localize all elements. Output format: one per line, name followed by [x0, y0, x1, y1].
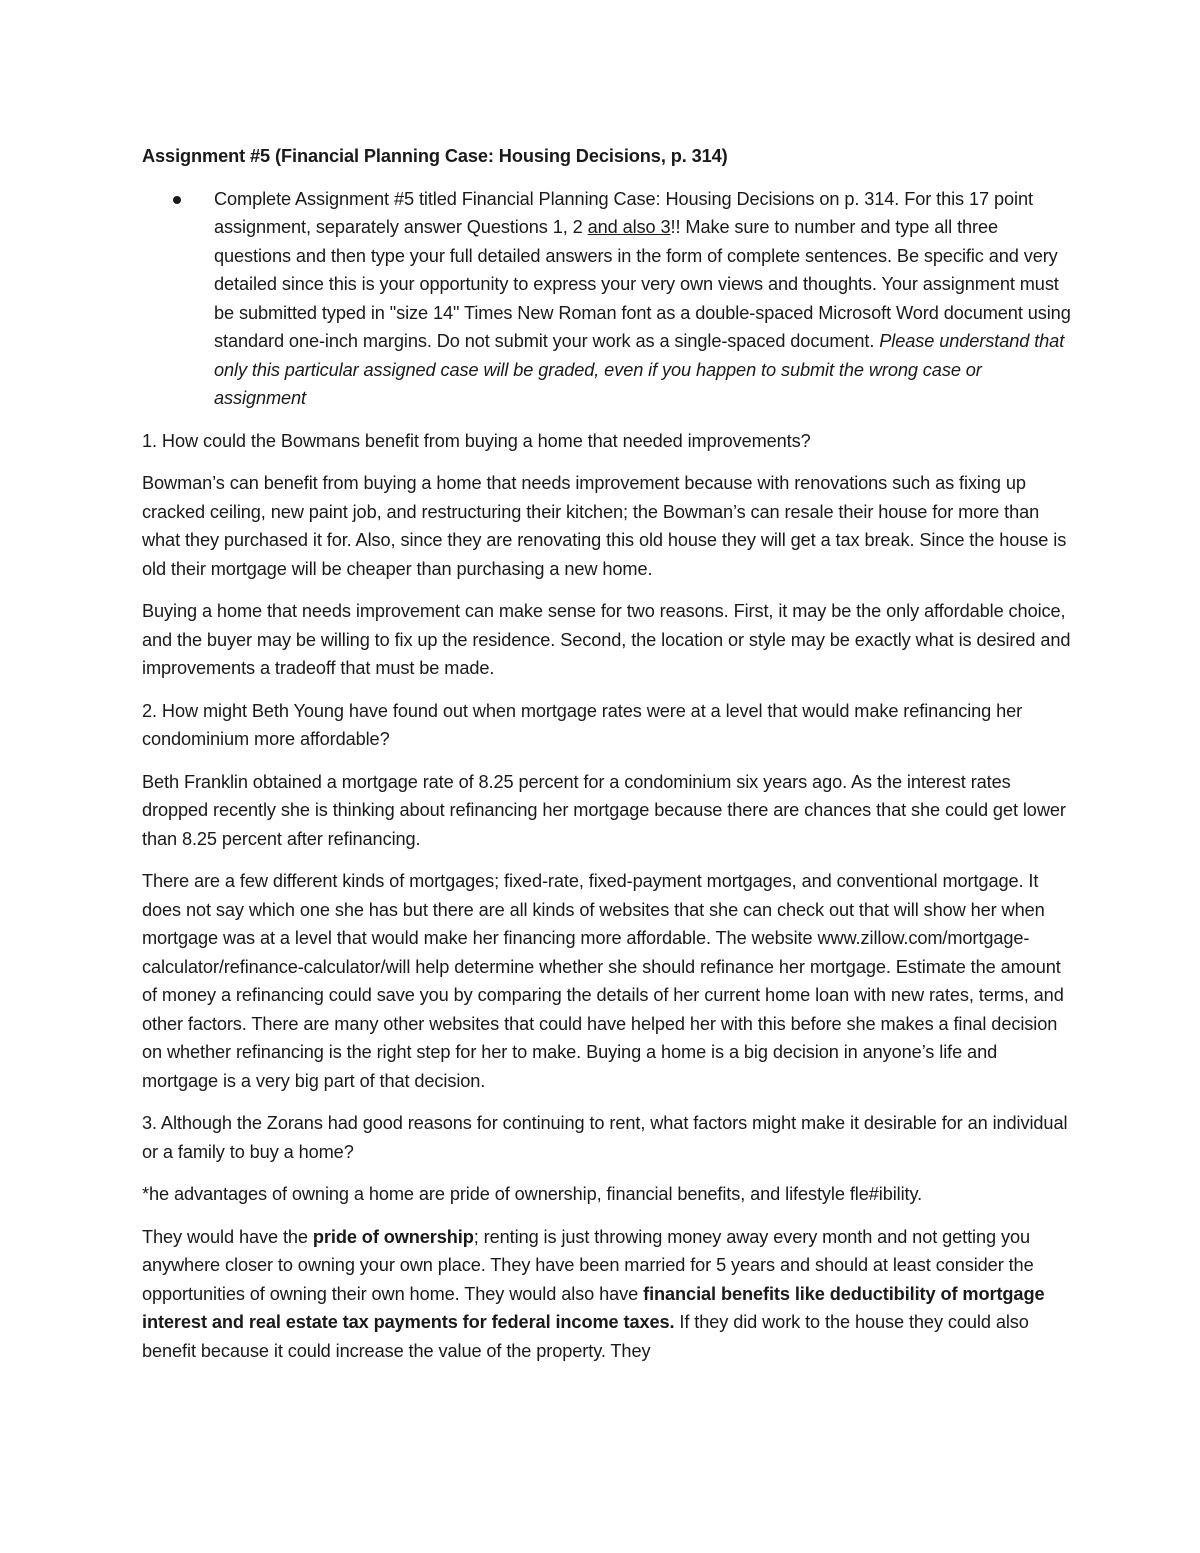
answer-1-paragraph-2: Buying a home that needs improvement can make sense for two reasons. First, it may be the only affordable choice, and the buyer may be willing to fix up the residence. Second, the location or style may be exactly what is desired and improvements a tradeoff that must be made.: [142, 601, 1071, 678]
assignment-title: Assignment #5 (Financial Planning Case: Housing Decisions, p. 314): [142, 146, 728, 166]
instructions-list: [142, 185, 1072, 413]
instructions-italic-note: Please understand that only this particular assigned case will be graded, even if you happen to submit the wrong case or assignment: [214, 331, 1065, 408]
answer-2-paragraph-2: There are a few different kinds of mortgages; fixed-rate, fixed-payment mortgages, and conventional mortgage. It does not say which one she has but there are all kinds of websites that she can check out that will show her when mortgage was at a level that would make her financing more affordable. The website www.zillow.com/mortgage-calculator/refinance-calculator/will help determine whether she should refinance her mortgage. Estimate the amount of money a refinancing could save you by comparing the details of her current home loan with new rates, terms, and other factors. There are many other websites that could have helped her with this before she makes a final decision on whether refinancing is the right step for her to make. Buying a home is a big decision in anyone’s life and mortgage is a very big part of that decision.: [142, 871, 1064, 1091]
answer-2-paragraph-1: Beth Franklin obtained a mortgage rate of 8.25 percent for a condominium six years ago. As the interest rates dropped recently she is thinking about refinancing her mortgage because there are chances that she could get lower than 8.25 percent after refinancing.: [142, 771, 1066, 849]
instructions-text: Complete Assignment #5 titled Financial Planning Case: Housing Decisions on p. 314. For this 17 point assignment, separately answer Questions 1, 2: [214, 188, 1033, 237]
answer-3-text-1: They would have the: [142, 1226, 313, 1247]
document-body: [142, 142, 1072, 1379]
answer-3-text-3: If they did work to the house they could also benefit because it could increase the value of the property. They: [142, 1312, 1029, 1361]
question-2: 2. How might Beth Young have found out when mortgage rates were at a level that would make refinancing her condominium more affordable?: [142, 700, 1023, 749]
answer-3-paragraph-2: [142, 1223, 1072, 1366]
bullet-icon: [173, 196, 181, 204]
answer-3-paragraph-1: *he advantages of owning a home are pride of ownership, financial benefits, and lifestyle fle#ibility.: [142, 1184, 923, 1204]
answer-3-bold-1: pride of ownership: [312, 1226, 474, 1247]
instructions-underlined-text: and also 3: [587, 217, 671, 237]
answer-1-paragraph-1: Bowman’s can benefit from buying a home that needs improvement because with renovations such as fixing up cracked ceiling, new paint job, and restructuring their kitchen; the Bowman’s can resale their house for more than what they purchased it for. Also, since they are renovating this old house they will get a tax break. Since the house is old their mortgage will be cheaper than purchasing a new home.: [142, 473, 1067, 579]
answer-3-text-2: ; renting is just throwing money away every month and not getting you anywhere closer to owning your own place. They have been married for 5 years and should at least consider the opportunities of owning their own home. They would also have: [142, 1226, 1034, 1304]
answer-3-bold-2: financial benefits like deductibility of mortgage interest and real estate tax payments for federal income taxes.: [142, 1283, 1045, 1332]
question-3: 3. Although the Zorans had good reasons for continuing to rent, what factors might make it desirable for an individual or a family to buy a home?: [142, 1113, 1068, 1162]
instructions-bullet-item: [214, 185, 1072, 413]
question-1: 1. How could the Bowmans benefit from buying a home that needed improvements?: [142, 430, 811, 451]
instructions-text-continued: !! Make sure to number and type all three questions and then type your full detailed answers in the form of complete sentences. Be specific and very detailed since this is your opportunity to express your very own views and thoughts. Your assignment must be submitted typed in "size 14" Times New Roman font as a double-spaced Microsoft Word document using standard one-inch margins. Do not submit your work as a single-spaced document.: [214, 217, 1071, 351]
